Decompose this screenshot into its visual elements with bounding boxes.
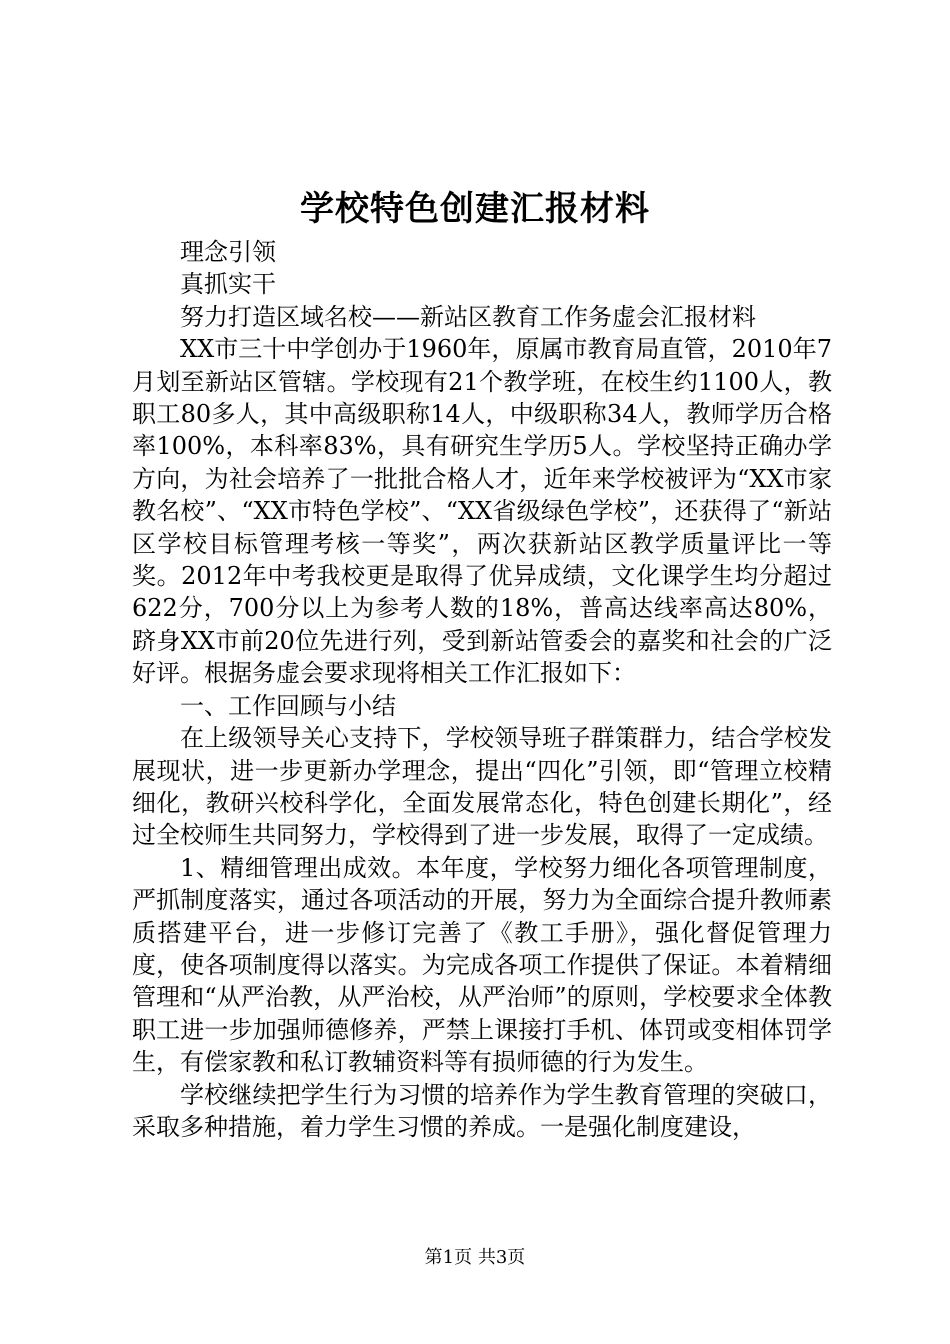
document-title: 学校特色创建汇报材料 bbox=[300, 189, 650, 229]
paragraph-subtitle-2: 真抓实干 bbox=[180, 270, 276, 299]
paragraph-review: 在上级领导关心支持下，学校领导班子群策群力，结合学校发展现状，进一步更新办学理念，提出“四化”引领，即“管理立校精细化，教研兴校科学化，全面发展常态化，特色创建长期化”，经过全校师生共同努力，学校得到了进一步发展，取得了一定成绩。 bbox=[132, 724, 832, 850]
page-number-footer: 第1页 共3页 bbox=[424, 1247, 526, 1268]
paragraph-management: 1、精细管理出成效。本年度，学校努力细化各项管理制度，严抓制度落实，通过各项活动的开展，努力为全面综合提升教师素质搭建平台，进一步修订完善了《教工手册》，强化督促管理力度，使各项制度得以落实。为完成各项工作提供了保证。本着精细管理和“从严治教，从严治校，从严治师”的原则，学校要求全体教职工进一步加强师德修养，严禁上课接打手机、体罚或变相体罚学生，有偿家教和私订教辅资料等有损师德的行为发生。 bbox=[132, 853, 832, 1077]
paragraph-habits: 学校继续把学生行为习惯的培养作为学生教育管理的突破口，采取多种措施，着力学生习惯的养成。一是强化制度建设， bbox=[132, 1080, 832, 1141]
paragraph-subtitle-1: 理念引领 bbox=[180, 238, 276, 266]
section-heading: 一、工作回顾与小结 bbox=[180, 691, 396, 720]
paragraph-intro: XX市三十中学创办于1960年，原属市教育局直管，2010年7月划至新站区管辖。学校现有21个教学班，在校生约1100人，教职工80多人，其中高级职称14人，中级职称34人，教师学历合格率100%，本科率83%，具有研究生学历5人。学校坚持正确办学方向，为社会培养了一批批合格人才，近年来学校被评为“XX市家教名校”、“XX市特色学校”、“XX省级绿色学校”，还获得了“新站区学校目标管理考核一等奖”，两次获新站区教学质量评比一等奖。2012年中考我校更是取得了优异成绩，文化课学生均分超过622分，700分以上为参考人数的18%，普高达线率高达80%，跻身XX市前20位先进行列，受到新站管委会的嘉奖和社会的广泛好评。根据务虚会要求现将相关工作汇报如下： bbox=[132, 335, 832, 688]
paragraph-subtitle-3: 努力打造区域名校——新站区教育工作务虚会汇报材料 bbox=[180, 302, 756, 331]
document-body bbox=[132, 236, 832, 1143]
